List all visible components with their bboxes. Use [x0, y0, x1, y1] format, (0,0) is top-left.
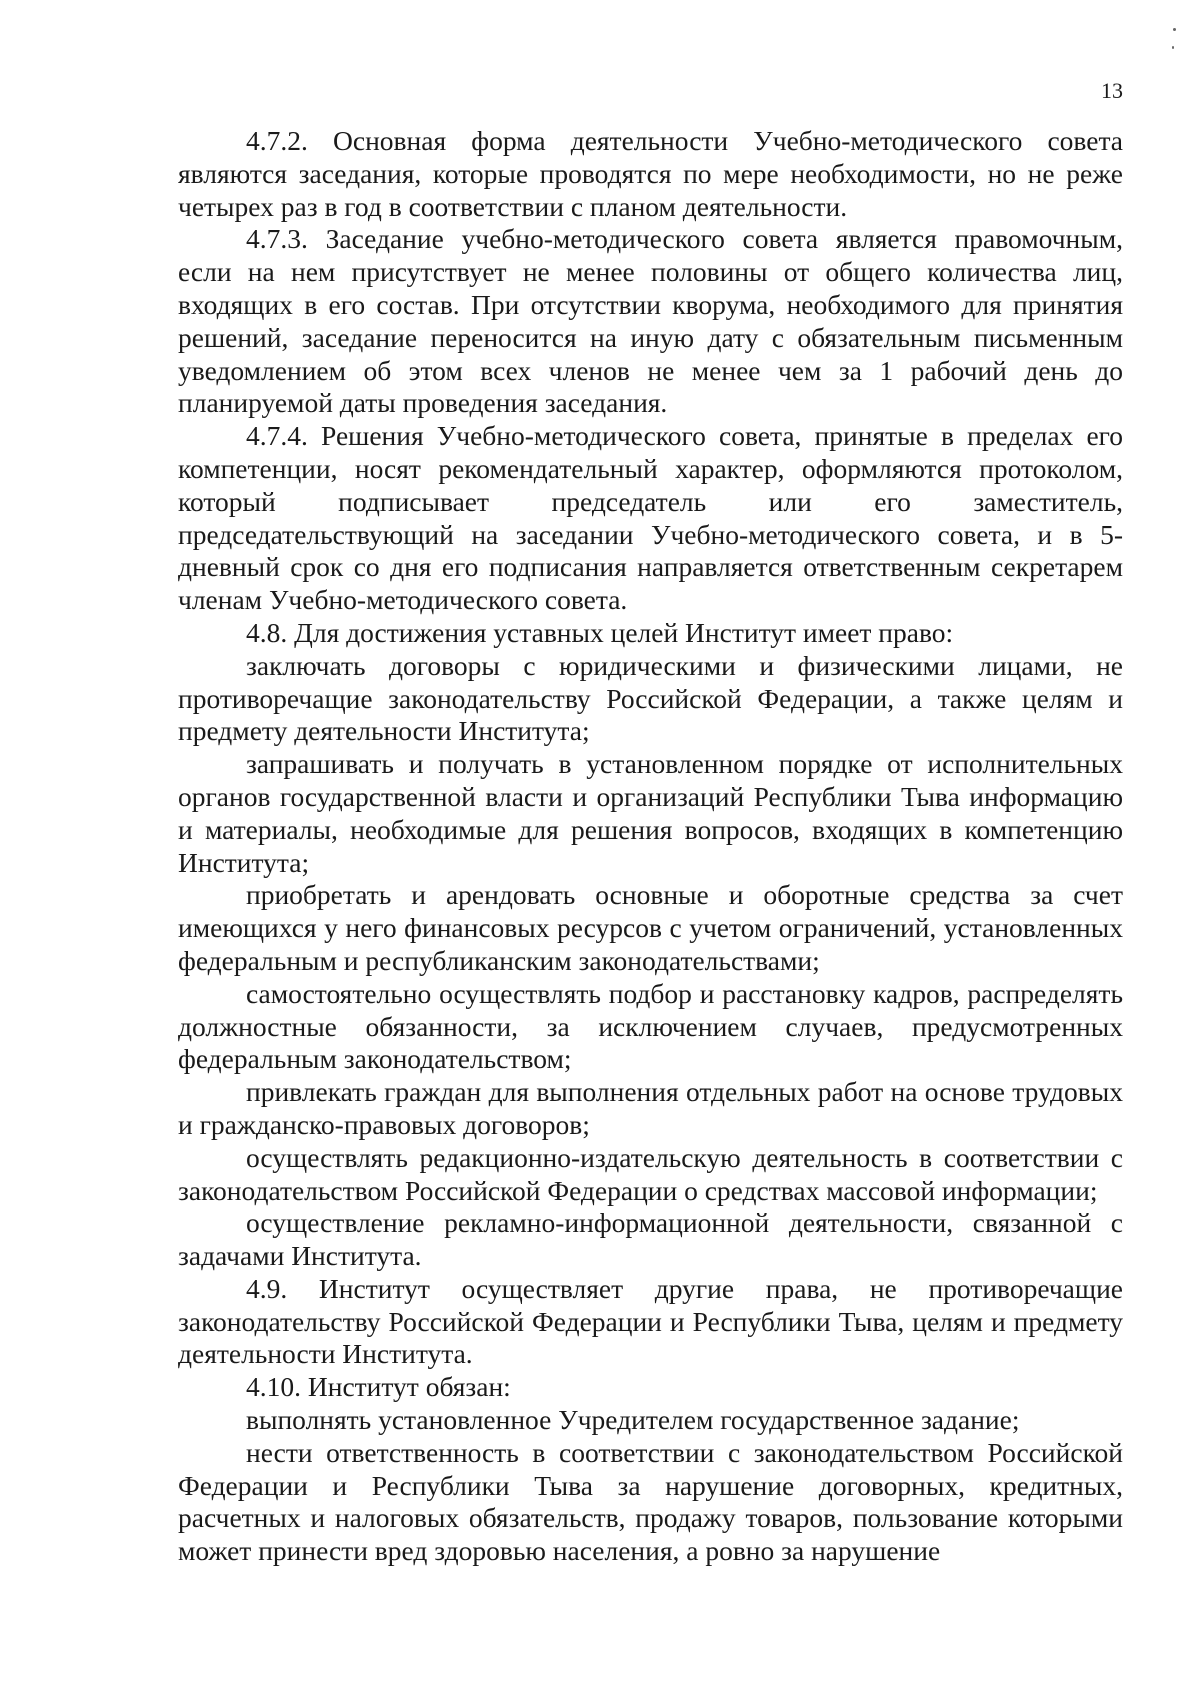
- paragraph-4-7-2: 4.7.2. Основная форма деятельности Учебно-методического совета являются заседания, которые проводятся по мере необходимости, но не реже четырех раз в год в соответствии с планом деятельности.: [178, 125, 1123, 222]
- list-item-right-publishing: осуществлять редакционно-издательскую деятельность в соответствии с законодательством Российской Федерации о средствах массовой информации;: [178, 1141, 1123, 1206]
- scan-speck: [1173, 28, 1176, 31]
- paragraph-4-7-3: 4.7.3. Заседание учебно-методического совета является правомочным, если на нем присутствует не менее половины от общего количества лиц, входящих в его состав. При отсутствии кворума, необходимого для принятия решений, заседание переносится на иную дату с обязательным письменным уведомлением об этом всех членов не менее чем за 1 рабочий день до планируемой даты проведения заседания.: [178, 223, 1123, 419]
- list-item-duty-responsibility: нести ответственность в соответствии с законодательством Российской Федерации и Республики Тыва за нарушение договорных, кредитных, расчетных и налоговых обязательств, продажу товаров, пользование которыми может принести вред здоровью населения, а ровно за нарушение: [178, 1436, 1123, 1567]
- list-item-duty-state-task: выполнять установленное Учредителем государственное задание;: [246, 1404, 1020, 1436]
- paragraph-4-10: 4.10. Институт обязан:: [246, 1371, 511, 1403]
- list-item-right-staffing: самостоятельно осуществлять подбор и расстановку кадров, распределять должностные обязанности, за исключением случаев, предусмотренных федеральным законодательством;: [178, 977, 1123, 1075]
- list-item-right-acquire-assets: приобретать и арендовать основные и оборотные средства за счет имеющихся у него финансовых ресурсов с учетом ограничений, установленных федеральным и республиканским законодательствами;: [178, 879, 1123, 976]
- document-body: [178, 125, 1123, 1568]
- paragraph-4-7-4: 4.7.4. Решения Учебно-методического совета, принятые в пределах его компетенции, носят рекомендательный характер, оформляются протоколом, который подписывает председатель или его заместитель, председательствующий на заседании Учебно-методического совета, и в 5-дневный срок со дня его подписания направляется ответственным секретарем членам Учебно-методического совета.: [178, 420, 1123, 616]
- list-item-right-advertising: осуществление рекламно-информационной деятельности, связанной с задачами Института.: [178, 1207, 1123, 1272]
- paragraph-4-9: 4.9. Институт осуществляет другие права, не противоречащие законодательству Российской Федерации и Республики Тыва, целям и предмету деятельности Института.: [178, 1272, 1123, 1370]
- list-item-right-contracts: заключать договоры с юридическими и физическими лицами, не противоречащие законодательству Российской Федерации, а также целям и предмету деятельности Института;: [178, 649, 1123, 747]
- page-number: 13: [1101, 78, 1123, 103]
- paragraph-4-8: 4.8. Для достижения уставных целей Институт имеет право:: [246, 616, 954, 648]
- list-item-right-request-info: запрашивать и получать в установленном порядке от исполнительных органов государственной власти и организаций Республики Тыва информацию и материалы, необходимые для решения вопросов, входящих в компетенцию Института;: [178, 748, 1123, 878]
- scan-speck: [1172, 46, 1174, 49]
- list-item-right-engage-citizens: привлекать граждан для выполнения отдельных работ на основе трудовых и гражданско-правовых договоров;: [178, 1076, 1123, 1140]
